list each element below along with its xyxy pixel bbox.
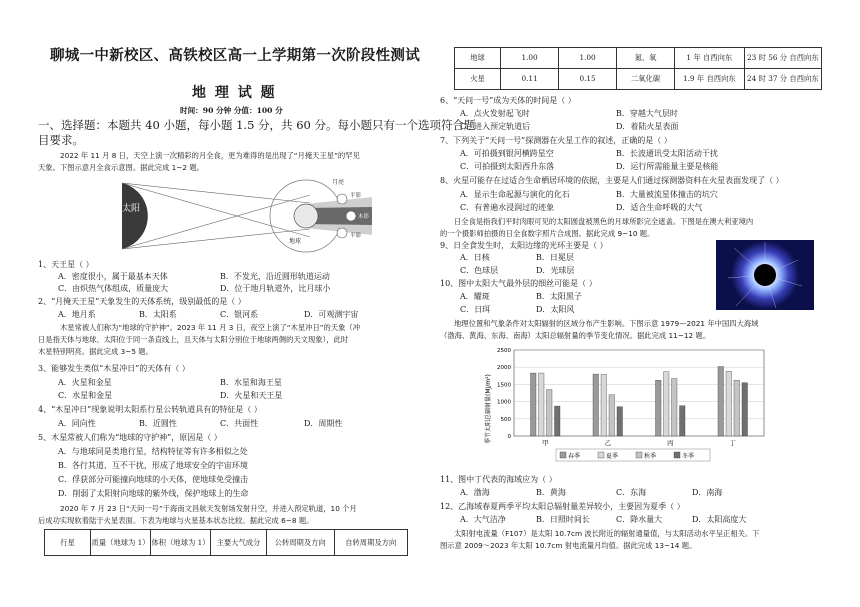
- y-tick-label: 1500: [497, 382, 511, 389]
- q8-option-c[interactable]: C．有普遍水浸润过的迹象: [460, 203, 555, 212]
- moon-label: 月亮: [332, 179, 345, 186]
- bar-夏季: [601, 374, 607, 436]
- x-tick-label: 丙: [667, 439, 674, 447]
- material-3-line1: 2020 年 7 月 23 日“天问一号”于海南文昌航天发射场发射升空，并进入预定轨道，10 个月: [60, 504, 357, 513]
- earth-label: 地球: [289, 238, 302, 245]
- q3-option-b[interactable]: B．水星和海王星: [220, 378, 282, 387]
- q3-option-d[interactable]: D．火星和天王星: [220, 391, 283, 400]
- umbra-label: 本影: [358, 214, 370, 220]
- q6-stem: 6、“天问一号”成为天体的时间是（ ）: [440, 96, 576, 105]
- legend-label: 秋季: [644, 453, 657, 460]
- q11-option-d[interactable]: D．南海: [692, 488, 723, 497]
- q2-option-d[interactable]: D．可观测宇宙: [304, 310, 359, 319]
- bar-夏季: [664, 372, 670, 436]
- q1-option-b[interactable]: B．不发光，沿近圆形轨道运动: [220, 272, 330, 281]
- legend-label: 冬季: [682, 453, 695, 460]
- penumbra-label-2: 半影: [350, 233, 362, 239]
- q5-stem: 5、木星常被人们称为“地球的守护神”，原因是（ ）: [38, 433, 222, 442]
- q12-option-a[interactable]: A．大气洁净: [460, 515, 506, 524]
- x-tick-label: 甲: [542, 439, 549, 447]
- table-cell: 24 时 37 分 自西向东: [744, 69, 821, 90]
- material-2-line3: 木星特别明亮。据此完成 3~5 题。: [38, 347, 153, 356]
- q4-option-c[interactable]: C．共面性: [220, 419, 259, 428]
- q12-stem: 12、乙海域春夏两季平均太阳总辐射量差异较小，主要因为夏季（ ）: [440, 502, 685, 511]
- legend-swatch: [674, 452, 680, 458]
- table-cell: 23 时 56 分 自西向东: [744, 48, 821, 69]
- material-2-line1: 木星常被人们称为“地球的守护神”。2023 年 11 月 3 日，夜空上演了“木星冲日”的天象（冲: [60, 323, 361, 332]
- q9-option-b[interactable]: B．日冕层: [536, 253, 574, 262]
- q11-option-a[interactable]: A．渤海: [460, 488, 490, 497]
- q10-stem: 10、图中太阳大气最外层的细丝可能是（ ）: [440, 279, 597, 288]
- chart-ylabel: 季节太阳总辐射量(MJ/m²): [485, 374, 492, 444]
- table-row-earth-name: 地球: [455, 48, 501, 69]
- earth-shape: [294, 204, 318, 228]
- q4-option-d[interactable]: D．周期性: [304, 419, 343, 428]
- legend-swatch: [636, 452, 642, 458]
- bar-秋季: [672, 379, 678, 436]
- material-4-line2: 的一个摄影师拍摄的日全食数字照片合成图。据此完成 9~10 题。: [440, 229, 655, 238]
- q8-option-a[interactable]: A．显示生命起源与演化的化石: [460, 190, 570, 199]
- q2-option-a[interactable]: A．地月系: [58, 310, 96, 319]
- q8-stem: 8、火星可能存在过适合生命栖居环境的依据，主要是人们通过探测器资料在火星表面发现了（ ）: [440, 176, 784, 185]
- q6-option-c[interactable]: C．进入预定轨道后: [460, 122, 531, 131]
- q10-option-b[interactable]: B．太阳黑子: [536, 292, 582, 301]
- exam-subtitle: 地 理 试 题: [192, 85, 277, 101]
- lunar-eclipse-diagram: [110, 175, 380, 255]
- x-tick-label: 乙: [604, 439, 611, 447]
- q2-option-b[interactable]: B．太阳系: [139, 310, 177, 319]
- material-1-line2: 天象。下图示意月全食示意图。据此完成 1~2 题。: [38, 163, 204, 172]
- q1-option-d[interactable]: D．位于地月轨道外，比月球小: [220, 284, 331, 293]
- bar-秋季: [734, 380, 740, 436]
- y-tick-label: 2500: [497, 348, 511, 354]
- q6-option-a[interactable]: A．点火发射起飞时: [460, 109, 530, 118]
- legend-swatch: [560, 452, 566, 458]
- bar-秋季: [609, 395, 615, 436]
- q6-option-b[interactable]: B．穿越大气层时: [616, 109, 678, 118]
- q9-option-c[interactable]: C．色球层: [460, 266, 499, 275]
- table-cell: 1.00: [501, 48, 559, 69]
- th-volume: 体积（地球为 1）: [151, 530, 211, 556]
- q7-option-d[interactable]: D．运行所需能量主要是核能: [616, 162, 719, 171]
- material-5-line2: （渤海、黄海、东海、南海）太阳总辐射量的季节变化情况。据此完成 11~12 题。: [440, 331, 711, 340]
- q4-stem: 4、“木星冲日”现象说明太阳系行星公转轨道具有的特征是（ ）: [38, 405, 262, 414]
- q7-stem: 7、下列关于“天问一号”探测器在火星工作的叙述，正确的是（ ）: [440, 136, 672, 145]
- q3-option-a[interactable]: A．火星和金星: [58, 378, 112, 387]
- q9-option-a[interactable]: A．日核: [460, 253, 490, 262]
- sun-shape: [122, 183, 148, 249]
- table-cell: 0.11: [501, 69, 559, 90]
- bar-冬季: [742, 383, 748, 436]
- q7-option-b[interactable]: B．长波通讯受太阳活动干扰: [616, 149, 718, 158]
- q10-option-d[interactable]: D．太阳风: [536, 305, 575, 314]
- bar-春季: [531, 373, 537, 436]
- bar-冬季: [617, 407, 623, 436]
- material-6-line1: 太阳射电流量（F107）是太阳 10.7cm 波长附近的辐射通量值，与太阳活动水平呈正相关。下: [454, 529, 760, 538]
- q7-option-a[interactable]: A．可拍摄到银河横跨星空: [460, 149, 554, 158]
- penumbra-label-1: 半影: [350, 193, 362, 199]
- legend-swatch: [598, 452, 604, 458]
- legend-label: 春季: [568, 453, 581, 460]
- table-row-mars-name: 火星: [455, 69, 501, 90]
- q2-stem: 2、“月掩天王星”天象发生的天体系统，级别最低的是（ ）: [38, 297, 246, 306]
- th-atmosphere: 主要大气成分: [211, 530, 267, 556]
- planet-table-body: [454, 47, 822, 90]
- material-4-line1: 日全食是指我们平时肉眼可见的太阳圆盘被黑色的月球所影完全遮盖。下图是在澳大利亚境内: [454, 217, 754, 226]
- material-5-line1: 地理位置和气象条件对太阳辐射的区域分布产生影响。下图示意 1979—2021 年中国四大海域: [454, 319, 759, 328]
- y-tick-label: 2000: [497, 365, 511, 372]
- material-6-line2: 图示意 2009～2023 年太阳 10.7cm 射电流量月均值。据此完成 13~14 题。: [440, 541, 697, 550]
- radiation-bar-chart: [480, 342, 780, 466]
- bar-夏季: [539, 373, 545, 436]
- q2-option-c[interactable]: C．银河系: [220, 310, 259, 319]
- q5-option-b[interactable]: B．各行其道、互不干扰，形成了地球安全的宇宙环境: [58, 461, 248, 470]
- exam-meta: 时间：90 分钟 分值：100 分: [180, 106, 283, 115]
- table-cell: 氮、氧: [617, 48, 675, 69]
- q12-option-d[interactable]: D．太阳高度大: [692, 515, 747, 524]
- exam-title: 聊城一中新校区、高铁校区高一上学期第一次阶段性测试: [50, 47, 420, 64]
- table-cell: 二氧化碳: [617, 69, 675, 90]
- q5-option-d[interactable]: D．削弱了太阳射向地球的紫外线，保护地球上的生命: [58, 489, 249, 498]
- bar-春季: [656, 380, 662, 436]
- q12-option-b[interactable]: B．日照时间长: [536, 515, 590, 524]
- legend-label: 夏季: [606, 453, 619, 460]
- th-mass: 质量（地球为 1）: [91, 530, 151, 556]
- bar-冬季: [555, 406, 561, 436]
- q4-option-a[interactable]: A．同向性: [58, 419, 96, 428]
- material-2-line2: 日是指天体与地球、太阳位于同一条直线上，且天体与太阳分别位于地球两侧的天文现象），此时: [38, 335, 349, 344]
- q11-option-b[interactable]: B．黄海: [536, 488, 566, 497]
- q3-stem: 3、能够发生类似“木星冲日”的天体有（ ）: [38, 364, 190, 373]
- q10-option-a[interactable]: A．耀斑: [460, 292, 490, 301]
- table-cell: 1.9 年 自西向东: [675, 69, 745, 90]
- q9-stem: 9、日全食发生时，太阳边缘的光环主要是（ ）: [440, 241, 608, 250]
- section-heading-line2: 目要求。: [38, 133, 84, 147]
- q5-option-c[interactable]: C．俘获部分可能撞向地球的小天体，使地球免受撞击: [58, 475, 249, 484]
- q3-option-c[interactable]: C．水星和金星: [58, 391, 113, 400]
- planet-table-head: [44, 529, 408, 556]
- th-revolution: 公转周期及方向: [266, 530, 334, 556]
- q12-option-c[interactable]: C．降水量大: [616, 515, 663, 524]
- sun-label: 太阳: [122, 204, 141, 214]
- q1-option-c[interactable]: C．由炽热气体组成，质量庞大: [58, 284, 169, 293]
- th-planet: 行星: [45, 530, 91, 556]
- q10-option-c[interactable]: C．日珥: [460, 305, 491, 314]
- section-heading-line1: 一、选择题：本题共 40 小题，每小题 1.5 分，共 60 分。每小题只有一个选项符合题: [38, 118, 476, 132]
- y-tick-label: 0: [507, 434, 511, 440]
- y-tick-label: 1000: [497, 399, 511, 406]
- material-3-line2: 后成功实现软着陆于火星表面。下表为地球与火星基本状态比较。据此完成 6~8 题。: [38, 516, 314, 525]
- q8-option-b[interactable]: B．大量被流星体撞击的坑穴: [616, 190, 718, 199]
- table-cell: 1.00: [559, 48, 617, 69]
- th-rotation: 自转周期及方向: [334, 530, 408, 556]
- q11-option-c[interactable]: C．东海: [616, 488, 647, 497]
- q5-option-a[interactable]: A．与地球同是类地行星，结构特征等有许多相似之处: [58, 447, 248, 456]
- q9-option-d[interactable]: D．光球层: [536, 266, 575, 275]
- material-1-line1: 2022 年 11 月 8 日，天空上演一次精彩的月全食，更为难得的是出现了“月掩天王星”的罕见: [60, 151, 360, 160]
- q1-option-a[interactable]: A．密度很小，属于最基本天体: [58, 272, 168, 281]
- bar-冬季: [680, 406, 686, 436]
- bar-春季: [718, 367, 724, 436]
- q4-option-b[interactable]: B．近圆性: [139, 419, 177, 428]
- solar-eclipse-photo: [716, 240, 814, 310]
- q8-option-d[interactable]: D．适合生命呼吸的大气: [616, 203, 703, 212]
- table-cell: 0.15: [559, 69, 617, 90]
- table-cell: 1 年 自西向东: [675, 48, 745, 69]
- bar-夏季: [726, 371, 732, 436]
- bar-秋季: [547, 390, 553, 436]
- q1-stem: 1、天王星（ ）: [38, 260, 94, 269]
- x-tick-label: 丁: [729, 439, 736, 447]
- y-tick-label: 500: [500, 416, 511, 423]
- q6-option-d[interactable]: D．着陆火星表面: [616, 122, 679, 131]
- bar-春季: [593, 374, 599, 436]
- q11-stem: 11、图中丁代表的海域应为（ ）: [440, 475, 557, 484]
- q7-option-c[interactable]: C．可拍摄到太阳西升东落: [460, 162, 555, 171]
